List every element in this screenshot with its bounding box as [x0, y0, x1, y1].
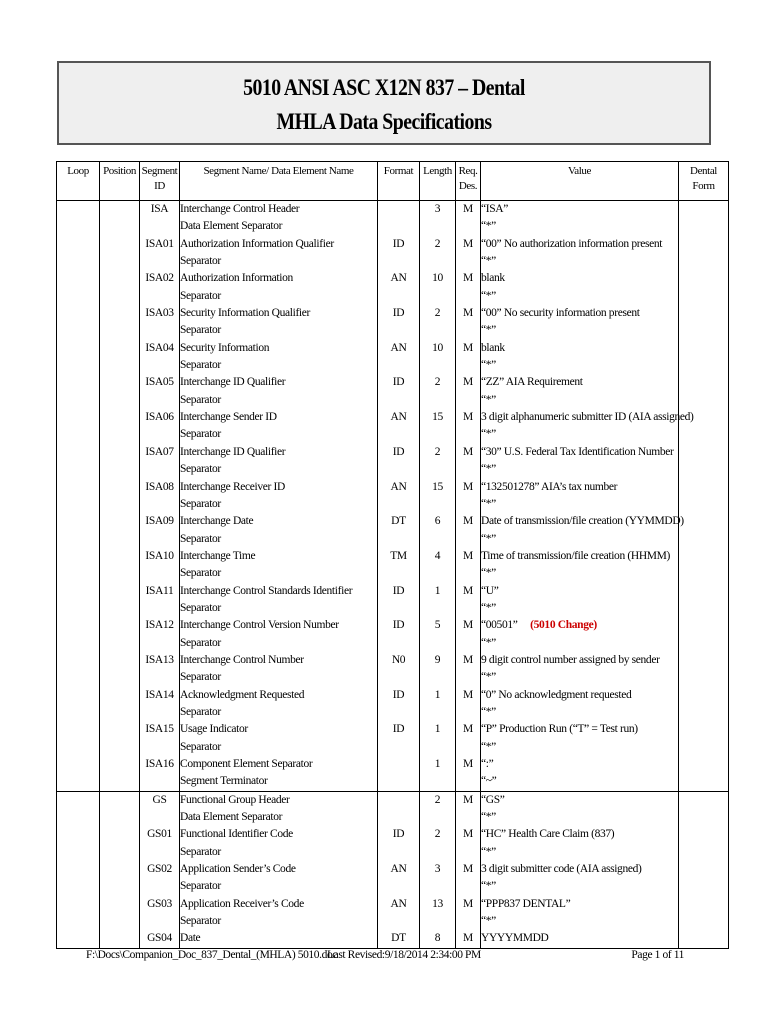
table-row-format: DT: [391, 515, 406, 528]
table-row-value: “ZZ” AIA Requirement: [481, 376, 583, 389]
table-row-format: [378, 844, 419, 861]
table-row-req: M: [463, 932, 473, 945]
table-row-req: [456, 461, 480, 478]
table-row-value: “*”: [481, 671, 496, 684]
table-row-id: ISA15: [145, 723, 174, 736]
table-row-name: Data Element Separator: [180, 811, 283, 824]
table-row-length: [420, 809, 455, 826]
table-row-length: 15: [432, 480, 443, 493]
table-row-format: [378, 773, 419, 790]
table-row-req: M: [463, 480, 473, 493]
table-row-req: [456, 565, 480, 582]
table-row-length: 6: [434, 515, 441, 528]
table-row-length: [420, 288, 455, 305]
table-row-value: “~”: [481, 775, 497, 788]
table-row-value: “*”: [481, 255, 496, 268]
table-row-value: “U”: [481, 584, 499, 597]
table-row-name: Separator: [180, 324, 221, 337]
table-row-req: M: [463, 863, 473, 876]
table-row-id: [140, 253, 179, 270]
table-row-value: “*”: [481, 915, 496, 928]
table-row-req: M: [463, 897, 473, 910]
table-row-id: [140, 878, 179, 895]
table-row-length: [420, 322, 455, 339]
specification-table: [56, 161, 729, 949]
table-row-id: [140, 322, 179, 339]
table-row-value: “30” U.S. Federal Tax Identification Number: [481, 445, 674, 458]
table-row-length: 9: [434, 653, 441, 666]
table-row-format: [378, 253, 419, 270]
document-title-line-1: 5010 ANSI ASC X12N 837 – Dental: [243, 75, 525, 100]
table-row-req: M: [463, 653, 473, 666]
length-cell: [420, 201, 456, 792]
table-row-length: 2: [434, 828, 441, 841]
table-row-id: ISA16: [145, 758, 174, 770]
table-row-format: AN: [390, 341, 407, 354]
table-row-value: YYYYMMDD: [481, 932, 549, 945]
table-row-length: [420, 635, 455, 652]
req-des-cell: [456, 791, 481, 948]
table-row-id: ISA08: [145, 480, 174, 493]
table-row-id: [140, 461, 179, 478]
table-row-req: M: [463, 376, 473, 389]
table-row-format: DT: [391, 932, 406, 945]
table-row-value: 3 digit submitter code (AIA assigned): [481, 863, 642, 876]
table-row-format: TM: [390, 549, 407, 562]
segment-group: [57, 201, 729, 792]
table-row-req: M: [463, 445, 473, 458]
table-row-id: [140, 288, 179, 305]
table-row-req: [456, 878, 480, 895]
table-row-value: “0” No acknowledgment requested: [481, 688, 632, 701]
segment-name-cell: [180, 201, 378, 792]
table-row-value: “*”: [481, 497, 496, 510]
table-row-length: [420, 600, 455, 617]
footer-last-revised: Last Revised:9/18/2014 2:34:00 PM: [327, 949, 481, 961]
table-row-id: ISA10: [145, 549, 174, 562]
table-row-length: 2: [434, 445, 441, 458]
segment-id-cell: [140, 201, 180, 792]
table-row-name: Separator: [180, 601, 221, 614]
table-row-format: [378, 531, 419, 548]
table-row-length: [420, 496, 455, 513]
table-row-name: Component Element Separator: [180, 758, 313, 770]
table-row-length: 15: [432, 411, 443, 424]
table-row-format: ID: [392, 828, 405, 841]
table-row-req: M: [463, 584, 473, 597]
table-row-value: “00” No authorization information present: [481, 237, 663, 250]
table-row-id: GS04: [147, 932, 172, 945]
table-row-name: Authorization Information: [180, 272, 293, 285]
table-row-id: [140, 739, 179, 756]
table-row-id: [140, 913, 179, 930]
table-row-req: [456, 600, 480, 617]
table-row-length: 1: [434, 688, 441, 701]
table-row-name: Data Element Separator: [180, 220, 283, 233]
table-row-length: 3: [434, 863, 441, 876]
table-row-value: “*”: [481, 428, 496, 441]
table-row-id: [140, 357, 179, 374]
header-req-des: Req. Des.: [456, 162, 481, 201]
table-row-req: [456, 253, 480, 270]
table-row-format: AN: [390, 863, 407, 876]
table-row-id: [140, 218, 179, 235]
table-row-id: [140, 426, 179, 443]
header-dental-form: Dental Form: [679, 162, 729, 201]
table-row-format: AN: [390, 272, 407, 285]
table-row-length: 2: [434, 237, 441, 250]
table-row-id: [140, 392, 179, 409]
table-row-value: “*”: [481, 845, 496, 858]
table-row-name: Authorization Information Qualifier: [180, 237, 334, 250]
header-loop: Loop: [57, 162, 100, 201]
table-row-value: “*”: [481, 220, 496, 233]
table-row-id: ISA05: [145, 376, 174, 389]
table-row-name: Separator: [180, 915, 221, 928]
table-row-value: “*”: [481, 740, 496, 753]
table-row-id: ISA03: [145, 307, 174, 320]
format-cell: [378, 201, 420, 792]
table-row-format: [378, 461, 419, 478]
table-row-format: [378, 913, 419, 930]
table-row-name: Functional Identifier Code: [180, 828, 293, 841]
table-row-length: 10: [432, 341, 443, 354]
table-row-name: Interchange Sender ID: [180, 411, 277, 424]
table-row-id: ISA12: [145, 619, 174, 632]
table-row-req: [456, 773, 480, 790]
table-row-format: ID: [392, 723, 405, 736]
table-row-id: [140, 844, 179, 861]
table-row-length: 1: [434, 584, 441, 597]
table-row-req: [456, 218, 480, 235]
table-row-req: M: [463, 203, 473, 215]
table-row-name: Interchange Control Number: [180, 653, 304, 666]
table-row-id: ISA06: [145, 411, 174, 424]
loop-cell: [57, 201, 100, 792]
table-row-id: GS02: [147, 863, 172, 876]
header-position: Position: [100, 162, 140, 201]
table-row-format: AN: [390, 411, 407, 424]
table-row-format: [378, 392, 419, 409]
table-row-length: 2: [434, 307, 441, 320]
table-row-length: [420, 913, 455, 930]
table-row-name: Segment Terminator: [180, 775, 268, 788]
table-row-length: 4: [434, 549, 441, 562]
table-row-value: “*”: [481, 324, 496, 337]
table-row-length: 2: [434, 376, 441, 389]
table-row-format: [378, 704, 419, 721]
table-row-length: 5: [434, 619, 441, 632]
table-row-name: Separator: [180, 880, 221, 893]
table-row-req: M: [463, 341, 473, 354]
table-row-req: [456, 739, 480, 756]
table-row-format: [378, 357, 419, 374]
table-row-req: [456, 669, 480, 686]
table-row-req: [456, 496, 480, 513]
table-row-name: Interchange Date: [180, 515, 254, 528]
table-row-id: [140, 565, 179, 582]
table-row-name: Interchange Time: [180, 549, 256, 562]
table-row-value: “:”: [481, 758, 494, 770]
table-row-req: [456, 635, 480, 652]
table-row-id: [140, 669, 179, 686]
table-row-name: Separator: [180, 705, 221, 718]
table-row-length: [420, 844, 455, 861]
dental-form-cell: [679, 201, 729, 792]
table-row-value: “*”: [481, 567, 496, 580]
table-row-req: [456, 704, 480, 721]
table-row-name: Separator: [180, 740, 221, 753]
table-row-id: [140, 496, 179, 513]
table-row-format: [378, 218, 419, 235]
table-row-name: Usage Indicator: [180, 723, 248, 736]
table-row-req: M: [463, 515, 473, 528]
table-row-req: [456, 357, 480, 374]
table-row-value: “*”: [481, 532, 496, 545]
header-length: Length: [420, 162, 456, 201]
table-row-value: blank: [481, 341, 505, 354]
dental-form-cell: [679, 791, 729, 948]
table-row-length: 13: [432, 897, 443, 910]
table-row-length: 1: [434, 758, 441, 770]
table-row-req: [456, 913, 480, 930]
position-cell: [100, 791, 140, 948]
table-row-name: Separator: [180, 428, 221, 441]
req-des-cell: [456, 201, 481, 792]
table-row-req: [456, 531, 480, 548]
table-row-id: ISA07: [145, 445, 174, 458]
table-row-format: [378, 201, 419, 218]
table-row-name: Separator: [180, 845, 221, 858]
header-value: Value: [481, 162, 679, 201]
table-row-format: ID: [392, 237, 405, 250]
table-row-format: [378, 878, 419, 895]
table-row-id: [140, 773, 179, 790]
table-row-format: [378, 426, 419, 443]
table-row-req: [456, 322, 480, 339]
table-row-format: ID: [392, 307, 405, 320]
table-row-id: GS03: [147, 897, 172, 910]
table-row-name: Separator: [180, 289, 221, 302]
table-row-value: “00” No security information present: [481, 307, 640, 320]
table-row-length: [420, 392, 455, 409]
table-row-format: ID: [392, 376, 405, 389]
table-row-name: Security Information Qualifier: [180, 307, 311, 320]
table-row-req: M: [463, 723, 473, 736]
table-row-value: “*”: [481, 705, 496, 718]
table-row-format: [378, 809, 419, 826]
table-row-value: “*”: [481, 811, 496, 824]
table-row-id: [140, 531, 179, 548]
table-row-value: “ISA”: [481, 203, 508, 215]
table-row-req: [456, 809, 480, 826]
table-row-req: M: [463, 793, 473, 806]
table-row-name: Separator: [180, 463, 221, 476]
table-row-length: 2: [434, 793, 441, 806]
footer-page-number: Page 1 of 11: [631, 949, 684, 961]
footer-file-path: F:\Docs\Companion_Doc_837_Dental_(MHLA) 5010.doc: [86, 949, 338, 961]
table-row-id: ISA14: [145, 688, 174, 701]
table-row-length: [420, 253, 455, 270]
table-row-name: Security Information: [180, 341, 270, 354]
table-row-value: “*”: [481, 601, 496, 614]
table-row-name: Interchange ID Qualifier: [180, 445, 286, 458]
table-row-name: Separator: [180, 636, 221, 649]
table-row-id: [140, 809, 179, 826]
header-segment-name: Segment Name/ Data Element Name: [180, 162, 378, 201]
table-row-name: Application Receiver’s Code: [180, 897, 304, 910]
table-row-length: [420, 531, 455, 548]
table-row-format: [378, 756, 419, 773]
table-row-value: “*”: [481, 463, 496, 476]
table-row-req: M: [463, 237, 473, 250]
segment-id-cell: [140, 791, 180, 948]
table-row-name: Interchange Control Standards Identifier: [180, 584, 353, 597]
table-row-name: Separator: [180, 255, 221, 268]
table-row-format: ID: [392, 688, 405, 701]
document-title-line-2: MHLA Data Specifications: [276, 109, 492, 134]
table-row-format: ID: [392, 584, 405, 597]
table-row-name: Interchange Control Header: [180, 203, 300, 215]
table-row-value: “00501” (5010 Change): [481, 619, 597, 632]
table-row-name: Separator: [180, 567, 221, 580]
table-row-format: [378, 322, 419, 339]
table-row-value: 9 digit control number assigned by sender: [481, 653, 660, 666]
table-row-name: Separator: [180, 671, 221, 684]
table-row-format: N0: [391, 653, 406, 666]
table-row-id: ISA13: [145, 653, 174, 666]
table-row-id: ISA09: [145, 515, 174, 528]
table-row-req: [456, 844, 480, 861]
table-row-format: [378, 565, 419, 582]
table-row-format: AN: [390, 897, 407, 910]
table-row-value: “*”: [481, 289, 496, 302]
segment-name-cell: [180, 791, 378, 948]
table-row-format: [378, 792, 419, 809]
table-row-length: [420, 878, 455, 895]
table-row-length: 3: [434, 203, 441, 215]
table-row-name: Interchange Receiver ID: [180, 480, 285, 493]
table-row-length: 10: [432, 272, 443, 285]
table-row-format: ID: [392, 445, 405, 458]
loop-cell: [57, 791, 100, 948]
table-row-id: ISA11: [145, 584, 174, 597]
table-row-value: “P” Production Run (“T” = Test run): [481, 723, 638, 736]
table-row-value: blank: [481, 272, 505, 285]
header-segment-id: Segment ID: [140, 162, 180, 201]
table-row-id: [140, 635, 179, 652]
table-row-value: “132501278” AIA’s tax number: [481, 480, 618, 493]
table-row-req: [456, 392, 480, 409]
table-row-length: [420, 565, 455, 582]
table-row-req: M: [463, 411, 473, 424]
table-row-req: M: [463, 828, 473, 841]
table-row-req: [456, 426, 480, 443]
table-row-req: M: [463, 619, 473, 632]
length-cell: [420, 791, 456, 948]
table-row-id: ISA: [150, 203, 169, 215]
table-row-name: Interchange ID Qualifier: [180, 376, 286, 389]
table-row-length: [420, 773, 455, 790]
table-row-req: [456, 288, 480, 305]
table-row-format: [378, 288, 419, 305]
table-row-value: “*”: [481, 636, 496, 649]
table-row-id: GS01: [147, 828, 172, 841]
table-row-value: “HC” Health Care Claim (837): [481, 828, 615, 841]
table-row-req: M: [463, 549, 473, 562]
table-row-format: AN: [390, 480, 407, 493]
table-row-value: “PPP837 DENTAL”: [481, 897, 571, 910]
table-row-id: GS: [152, 793, 167, 806]
table-row-value: Time of transmission/file creation (HHMM): [481, 549, 671, 562]
table-row-name: Application Sender’s Code: [180, 863, 296, 876]
table-row-name: Separator: [180, 497, 221, 510]
table-row-id: ISA02: [145, 272, 174, 285]
table-row-id: ISA01: [145, 237, 174, 250]
format-cell: [378, 791, 420, 948]
table-row-length: [420, 461, 455, 478]
table-row-format: [378, 635, 419, 652]
table-row-format: [378, 669, 419, 686]
table-row-format: [378, 496, 419, 513]
table-row-req: M: [463, 758, 473, 770]
header-format: Format: [378, 162, 420, 201]
table-row-req: M: [463, 688, 473, 701]
table-row-req: M: [463, 307, 473, 320]
table-row-id: ISA04: [145, 341, 174, 354]
table-row-length: [420, 704, 455, 721]
table-header-row: [57, 162, 729, 201]
table-row-length: [420, 218, 455, 235]
change-note: (5010 Change): [530, 619, 597, 632]
table-row-length: [420, 739, 455, 756]
document-title-box: [57, 61, 711, 145]
table-row-value: “*”: [481, 393, 496, 406]
position-cell: [100, 201, 140, 792]
table-row-name: Date: [180, 932, 201, 945]
table-row-length: [420, 357, 455, 374]
table-row-id: [140, 704, 179, 721]
table-row-format: ID: [392, 619, 405, 632]
table-row-name: Acknowledgment Requested: [180, 688, 305, 701]
table-row-value: “*”: [481, 880, 496, 893]
table-row-name: Separator: [180, 532, 221, 545]
table-row-format: [378, 739, 419, 756]
table-row-format: [378, 600, 419, 617]
table-row-name: Interchange Control Version Number: [180, 619, 339, 632]
value-cell: [481, 201, 694, 792]
table-row-name: Separator: [180, 393, 221, 406]
table-row-value: Date of transmission/file creation (YYMMDD): [481, 515, 684, 528]
table-row-id: [140, 600, 179, 617]
table-row-value: “*”: [481, 359, 496, 372]
table-row-name: Functional Group Header: [180, 793, 290, 806]
table-row-length: [420, 669, 455, 686]
table-row-req: M: [463, 272, 473, 285]
table-row-length: 1: [434, 723, 441, 736]
table-row-name: Separator: [180, 359, 221, 372]
segment-group: [57, 791, 729, 948]
table-row-length: [420, 426, 455, 443]
value-cell: [481, 791, 679, 948]
table-row-value: “GS”: [481, 793, 505, 806]
table-row-value: 3 digit alphanumeric submitter ID (AIA assigned): [481, 411, 694, 424]
table-row-length: 8: [434, 932, 441, 945]
